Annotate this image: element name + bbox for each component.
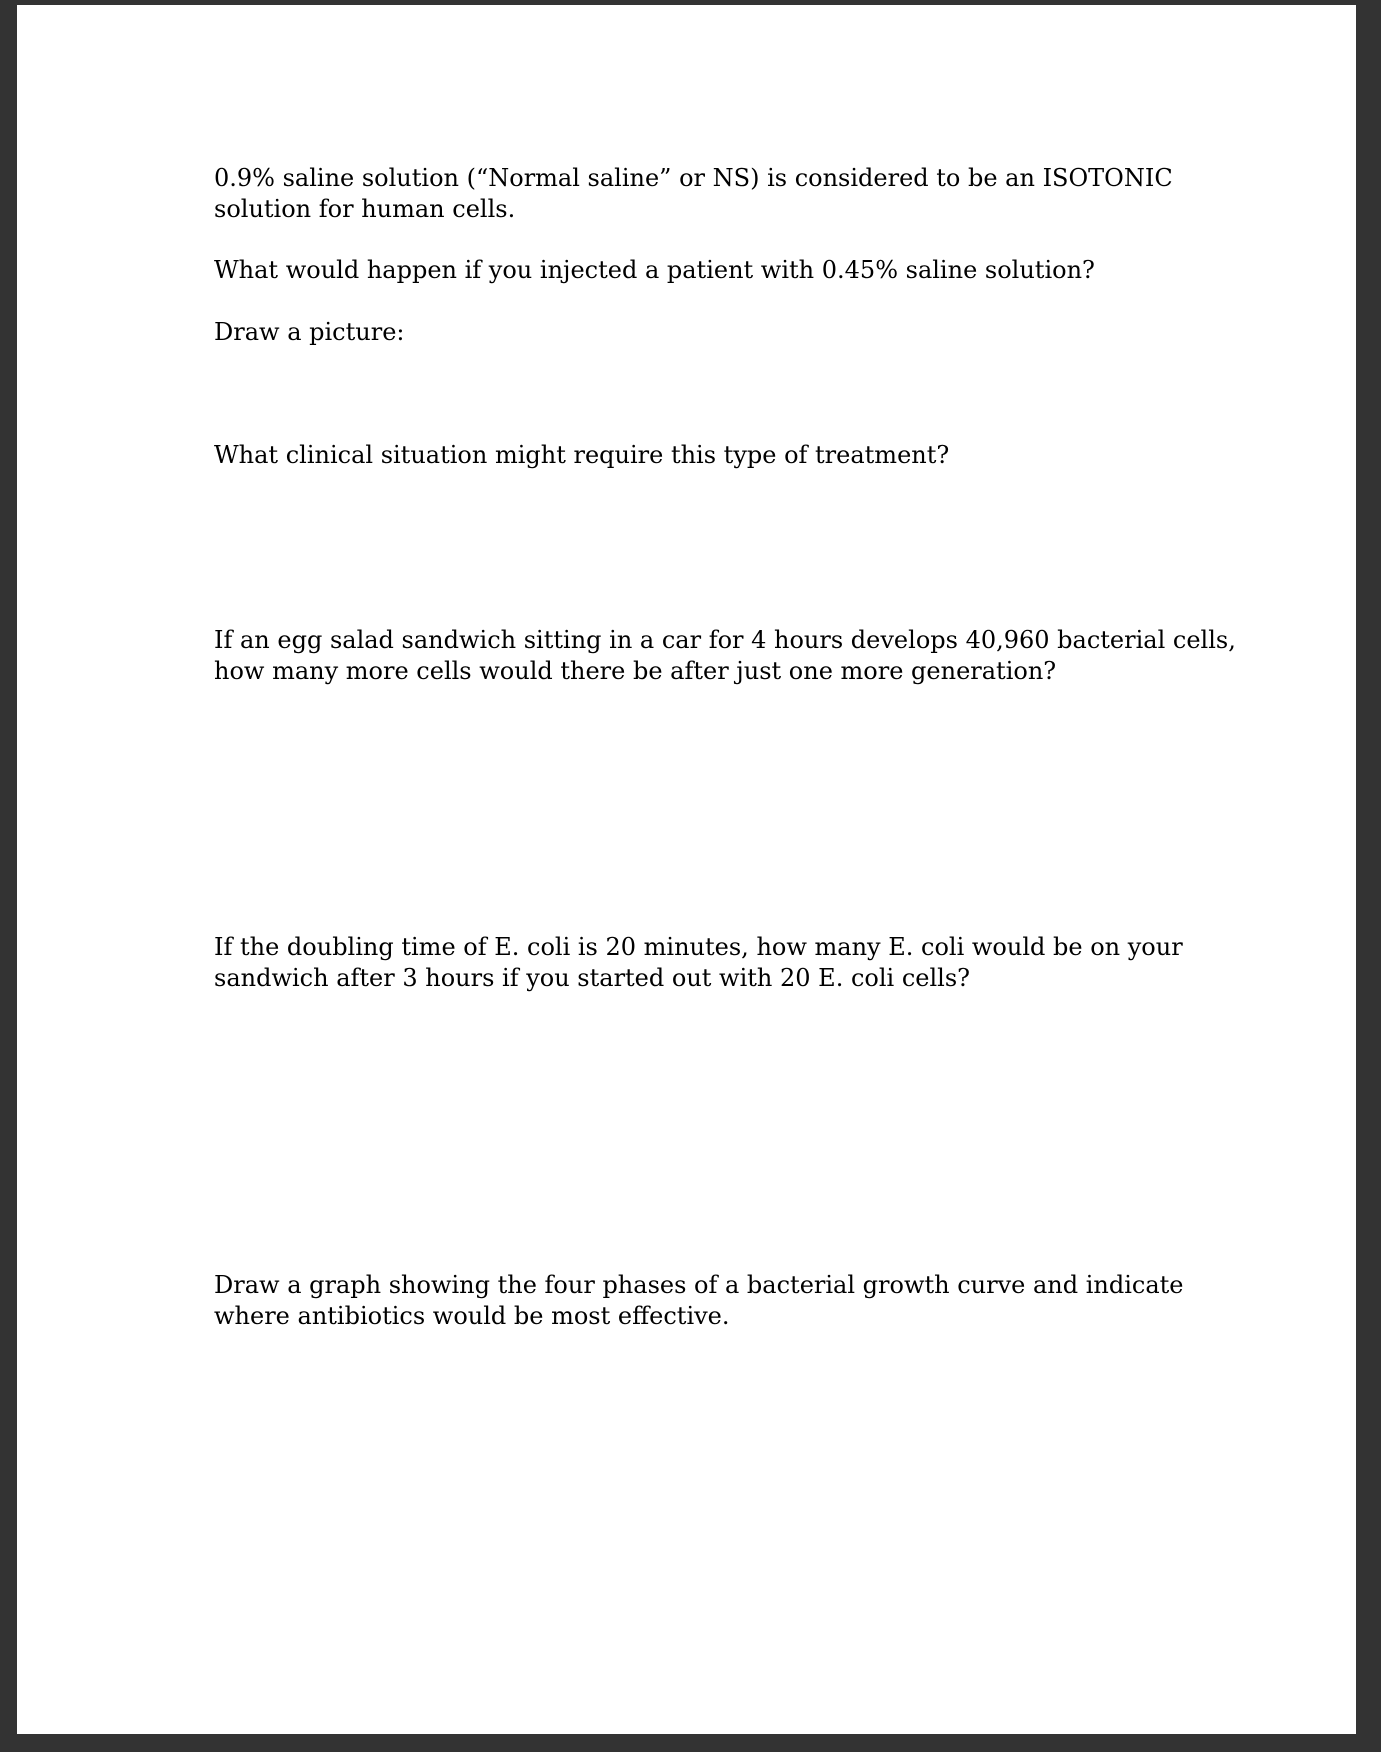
growth-curve-question xyxy=(214,1270,1184,1332)
text-line: 0.9% saline solution (“Normal saline” or NS) is considered to be an ISOTONIC xyxy=(214,164,1173,192)
egg-salad-question xyxy=(214,625,1236,687)
text-line: Draw a graph showing the four phases of a bacterial growth curve and indicate xyxy=(214,1271,1184,1299)
saline-intro-paragraph xyxy=(214,163,1173,225)
text-line: Draw a picture: xyxy=(214,318,405,346)
text-line: If an egg salad sandwich sitting in a car for 4 hours develops 40,960 bacterial cells, xyxy=(214,626,1236,654)
text-line: how many more cells would there be after just one more generation? xyxy=(214,657,1057,685)
text-line: where antibiotics would be most effective. xyxy=(214,1302,730,1330)
ecoli-doubling-question xyxy=(214,932,1183,994)
text-line: What clinical situation might require this type of treatment? xyxy=(214,441,950,469)
text-line: solution for human cells. xyxy=(214,195,516,223)
hypotonic-question xyxy=(214,255,1095,286)
text-line: What would happen if you injected a patient with 0.45% saline solution? xyxy=(214,256,1095,284)
draw-picture-prompt xyxy=(214,317,404,348)
clinical-situation-question xyxy=(214,440,949,471)
text-line: If the doubling time of E. coli is 20 minutes, how many E. coli would be on your xyxy=(214,933,1183,961)
text-line: sandwich after 3 hours if you started out with 20 E. coli cells? xyxy=(214,964,970,992)
document-page xyxy=(17,5,1356,1734)
